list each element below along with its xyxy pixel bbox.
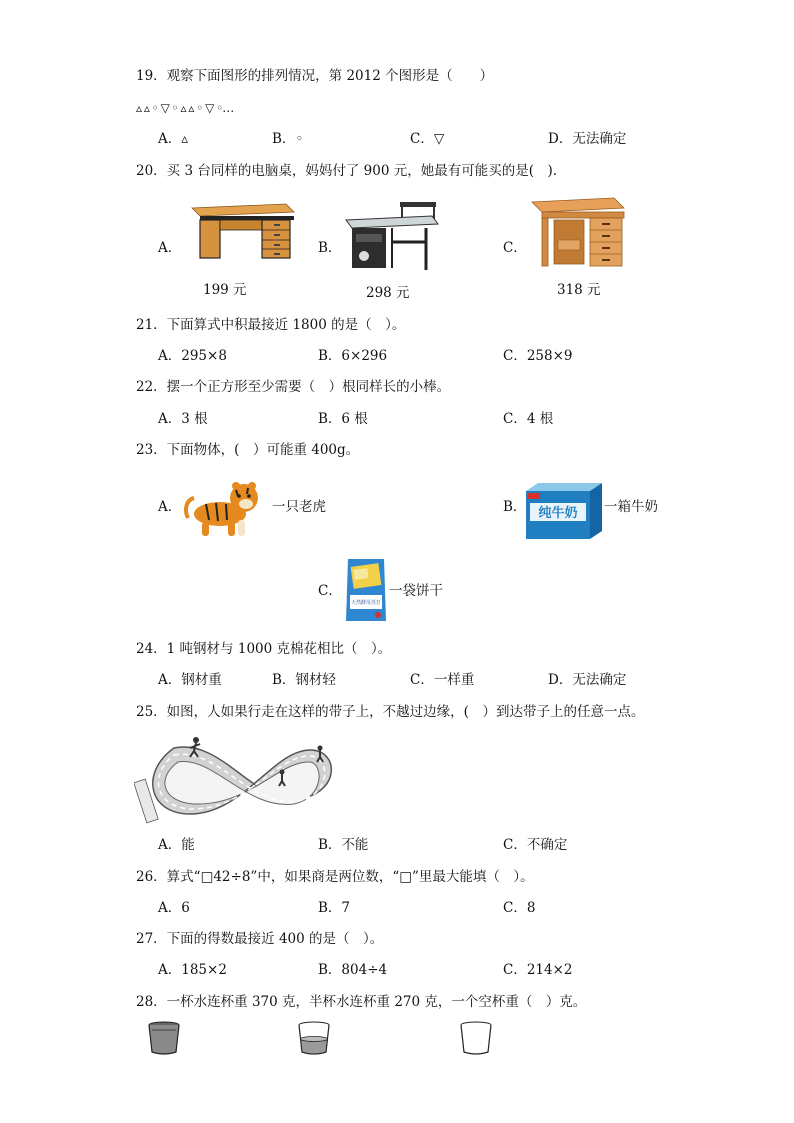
- q26-option-a[interactable]: A．6: [158, 900, 190, 916]
- q26-option-b[interactable]: B．7: [318, 900, 351, 916]
- q21-option-b[interactable]: B．6×296: [318, 348, 388, 364]
- q20-stem: 20．买 3 台同样的电脑桌，妈妈付了 900 元，她最有可能买的是( ).: [136, 163, 558, 179]
- desk-b-image: [342, 198, 440, 272]
- q20-option-a[interactable]: A．: [158, 240, 182, 256]
- q23-option-a[interactable]: A．: [158, 499, 182, 515]
- q20-price-b: 298 元: [366, 285, 410, 301]
- desk-a-image: [186, 200, 296, 262]
- q27-option-c[interactable]: C．214×2: [503, 962, 573, 978]
- q19-sequence: ▵ ▵ ◦ ▽ ◦ ▵ ▵ ◦ ▽ ◦…: [136, 101, 234, 115]
- q21-stem: 21．下面算式中积最接近 1800 的是（ ）。: [136, 317, 406, 333]
- q25-option-a[interactable]: A．能: [158, 837, 195, 853]
- q19-option-b[interactable]: B．◦: [272, 131, 304, 147]
- q22-option-a[interactable]: A．3 根: [158, 411, 208, 427]
- milk-box-label: 纯牛奶: [538, 506, 578, 521]
- q26-option-c[interactable]: C．8: [503, 900, 536, 916]
- q27-option-b[interactable]: B．804÷4: [318, 962, 388, 978]
- q25-stem: 25．如图，人如果行走在这样的带子上，不越过边缘，( ）到达带子上的任意一点。: [136, 704, 645, 720]
- q24-option-a[interactable]: A．钢材重: [158, 672, 222, 688]
- milk-box-image: [526, 481, 602, 539]
- mobius-strip-image: [134, 728, 344, 828]
- q22-option-c[interactable]: C．4 根: [503, 411, 554, 427]
- q27-stem: 27．下面的得数最接近 400 的是（ ）。: [136, 931, 384, 947]
- q23-label-b: 一箱牛奶: [604, 499, 658, 515]
- q21-option-c[interactable]: C．258×9: [503, 348, 573, 364]
- q20-option-c[interactable]: C．: [503, 240, 527, 256]
- q24-option-c[interactable]: C．一样重: [410, 672, 475, 688]
- q24-option-d[interactable]: D．无法确定: [548, 672, 627, 688]
- q28-stem: 28．一杯水连杯重 370 克，半杯水连杯重 270 克，一个空杯重（ ）克。: [136, 994, 587, 1010]
- q19-option-c[interactable]: C．▽: [410, 131, 445, 147]
- q20-price-c: 318 元: [557, 282, 601, 298]
- tiger-image: [182, 470, 266, 540]
- q25-option-b[interactable]: B．不能: [318, 837, 369, 853]
- q20-option-b[interactable]: B．: [318, 240, 342, 256]
- q27-option-a[interactable]: A．185×2: [158, 962, 227, 978]
- q23-option-b[interactable]: B．: [503, 499, 527, 515]
- q19-stem: 19．观察下面图形的排列情况，第 2012 个图形是（ ）: [136, 68, 494, 84]
- q19-option-d[interactable]: D．无法确定: [548, 131, 627, 147]
- q24-stem: 24．1 吨钢材与 1000 克棉花相比（ ）。: [136, 641, 392, 657]
- biscuit-bag-image: [344, 555, 388, 625]
- full-cup-image: [146, 1020, 182, 1056]
- q21-option-a[interactable]: A．295×8: [158, 348, 227, 364]
- biscuit-bag-label: 天然酵母苏打: [350, 600, 382, 606]
- q20-price-a: 199 元: [203, 282, 247, 298]
- q26-stem: 26．算式“□42÷8”中，如果商是两位数，“□”里最大能填（ ）。: [136, 869, 534, 885]
- q22-option-b[interactable]: B．6 根: [318, 411, 368, 427]
- q23-label-c: 一袋饼干: [389, 583, 443, 599]
- empty-cup-image: [458, 1020, 494, 1056]
- q22-stem: 22．摆一个正方形至少需要（ ）根同样长的小棒。: [136, 379, 451, 395]
- q23-stem: 23．下面物体，( ）可能重 400g。: [136, 442, 360, 458]
- desk-c-image: [528, 196, 626, 270]
- q19-option-a[interactable]: A．▵: [158, 131, 189, 147]
- q24-option-b[interactable]: B．钢材轻: [272, 672, 336, 688]
- half-cup-image: [296, 1020, 332, 1056]
- q23-option-c[interactable]: C．: [318, 583, 342, 599]
- q25-option-c[interactable]: C．不确定: [503, 837, 568, 853]
- q23-label-a: 一只老虎: [272, 499, 326, 515]
